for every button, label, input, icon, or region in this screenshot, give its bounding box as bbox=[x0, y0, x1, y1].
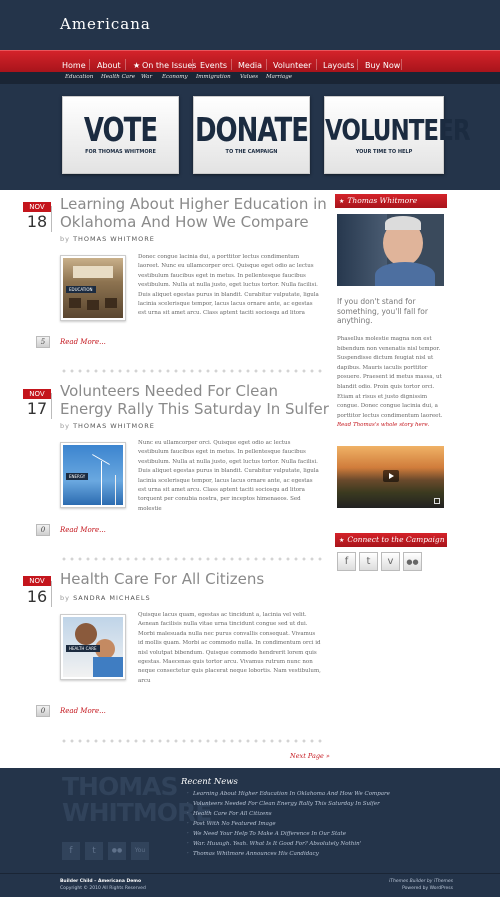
footer-powered-by[interactable]: Powered by WordPress bbox=[402, 886, 453, 891]
candidate-widget-heading bbox=[335, 194, 447, 208]
nav-buy-now[interactable]: Buy Now bbox=[365, 61, 401, 70]
play-button[interactable] bbox=[383, 470, 399, 482]
nav-separator bbox=[266, 59, 267, 70]
post-author[interactable]: THOMAS WHITMORE bbox=[73, 422, 155, 430]
campaign-video[interactable] bbox=[337, 446, 444, 508]
vote-button[interactable] bbox=[62, 96, 179, 174]
footer-flickr-icon[interactable]: ●● bbox=[108, 842, 126, 860]
subnav-health-care[interactable]: Health Care bbox=[101, 74, 135, 80]
read-story-link[interactable]: Read Thomas's whole story here. bbox=[337, 422, 430, 429]
post-byline bbox=[60, 594, 151, 602]
nav-home[interactable]: Home bbox=[62, 61, 86, 70]
donate-subheading: TO THE CAMPAIGN bbox=[225, 149, 278, 155]
post-divider bbox=[60, 369, 322, 373]
post-thumbnail[interactable] bbox=[60, 442, 126, 508]
read-more-link[interactable]: Read More... bbox=[60, 526, 106, 534]
thumbnail-label: ENERGY bbox=[66, 473, 88, 480]
candidate-bio bbox=[337, 335, 445, 431]
candidate-bio-text: Phasellus molestie magna non est bibendum non venenatis nisl tempor. Suspendisse dictum feugiat nisl ut dapibus. Mauris iaculis porttitor posuere. Praesent id metus massa, ut blandit odio. Proin quis tortor orci. Etiam at risus et justo dignissim congue. Donec congue lacinia dui, a porttitor lectus condimentum laoreet. bbox=[337, 336, 443, 419]
facebook-icon[interactable]: f bbox=[337, 552, 356, 571]
footer-watermark-line: THOMAS bbox=[62, 772, 178, 801]
connect-heading-text: Connect to the Campaign bbox=[347, 535, 445, 544]
nav-about[interactable]: About bbox=[97, 61, 121, 70]
post-date-month: NOV bbox=[23, 202, 51, 212]
next-page-link[interactable]: Next Page » bbox=[290, 752, 330, 760]
recent-news-item[interactable]: · Volunteers Needed For Clean Energy Rally This Saturday In Sulfer bbox=[193, 801, 380, 807]
site-logo[interactable]: Americana bbox=[60, 15, 151, 33]
date-divider bbox=[51, 206, 52, 232]
byline-by: by bbox=[60, 422, 70, 430]
vote-heading: VOTE bbox=[83, 112, 158, 150]
nav-separator bbox=[192, 59, 193, 70]
post-title[interactable]: Health Care For All Citizens bbox=[60, 570, 265, 588]
post-excerpt: Nunc eu ullamcorper orci. Quisque eget odio ac lectus vestibulum faucibus eget in metus. In pellentesque faucibus vestibulum. Nulla at nulla justo, eget luctus tortor. Nulla facilisi. Duis aliquet egestas purus in blandit. Curabitur vulputate, ligula lacinia scelerisque tempor, lacus lacus ornare ante, ac egestas est urna sit amet arcu. Class aptent taciti sociosqu ad litora torquent per conubia nostra, per inceptos himenaeos. Sed molestie bbox=[138, 440, 319, 512]
play-icon bbox=[389, 473, 394, 479]
recent-news-item[interactable]: · War. Huuugh. Yeah. What Is It Good For? Absolutely Nothin' bbox=[193, 841, 361, 847]
nav-on-the-issues[interactable]: On the Issues bbox=[142, 61, 197, 70]
candidate-quote: If you don't stand for something, you'll fall for anything. bbox=[337, 297, 428, 325]
read-more-link[interactable]: Read More... bbox=[60, 707, 106, 715]
post-author[interactable]: SANDRA MICHAELS bbox=[73, 594, 151, 602]
footer-divider bbox=[0, 873, 500, 874]
subnav-war[interactable]: War bbox=[141, 74, 153, 80]
post-excerpt: Quisque lacus quam, egestas ac tincidunt a, lacinia vel velit. Aenean facilisis nulla vitae urna tincidunt congue sed ut dui. Morbi malesuada nulla nec purus convallis consequat. Vivamus id mollis quam. Morbi ac commodo nulla. In condimentum orci id nisl volutpat bibendum. Quisque commodo hendrerit lorem quis egestas. Maecenas quis tortor arcu. Vivamus rutrum nunc non neque consectetur quis placerat neque lobortis. Nam vestibulum, arcu bbox=[138, 612, 321, 684]
issues-subnav bbox=[0, 72, 500, 84]
post-date-day: 18 bbox=[26, 212, 48, 231]
energy-image bbox=[63, 445, 123, 505]
post-byline bbox=[60, 235, 155, 243]
main-nav bbox=[0, 50, 500, 72]
vote-subheading: FOR THOMAS WHITMORE bbox=[85, 149, 156, 155]
star-icon: ★ bbox=[339, 537, 345, 544]
nav-separator bbox=[401, 59, 402, 70]
volunteer-subheading: YOUR TIME TO HELP bbox=[355, 149, 413, 155]
subnav-values[interactable]: Values bbox=[240, 74, 259, 80]
post-date-month: NOV bbox=[23, 389, 51, 399]
recent-news-item[interactable]: · We Need Your Help To Make A Difference In Our State bbox=[193, 831, 346, 837]
star-icon: ★ bbox=[339, 198, 345, 205]
byline-by: by bbox=[60, 594, 70, 602]
recent-news-item[interactable]: · Post With No Featured Image bbox=[193, 821, 276, 827]
post-date-month: NOV bbox=[23, 576, 51, 586]
star-icon: ★ bbox=[133, 61, 141, 70]
nav-separator bbox=[357, 59, 358, 70]
footer-facebook-icon[interactable]: f bbox=[62, 842, 80, 860]
post-date-day: 17 bbox=[26, 399, 48, 418]
education-image bbox=[63, 258, 123, 318]
comment-count[interactable]: 0 bbox=[36, 524, 50, 536]
subnav-immigration[interactable]: Immigration bbox=[196, 74, 231, 80]
post-excerpt: Donec congue lacinia dui, a porttitor lectus condimentum laoreet. Nunc eu ullamcorper orci. Quisque eget odio ac lectus vestibulum faucibus eget in metus. In pellentesque faucibus vestibulum. Nulla at nulla justo, eget luctus tortor. Nulla facilisi. Duis aliquet egestas purus in blandit. Curabitur vulputate, ligula lacinia scelerisque tempor, lacus lacus ornare ante, ac egestas est urna sit amet arcu. Class aptent taciti sociosqu ad litora bbox=[138, 254, 319, 317]
date-divider bbox=[51, 581, 52, 607]
nav-volunteer[interactable]: Volunteer bbox=[273, 61, 312, 70]
nav-layouts[interactable]: Layouts bbox=[323, 61, 355, 70]
nav-separator bbox=[125, 59, 126, 70]
byline-by: by bbox=[60, 235, 70, 243]
nav-media[interactable]: Media bbox=[238, 61, 263, 70]
footer-builder-credit[interactable]: iThemes Builder by iThemes bbox=[389, 879, 453, 884]
nav-separator bbox=[316, 59, 317, 70]
nav-separator bbox=[89, 59, 90, 70]
recent-news-item[interactable]: · Health Care For All Citizens bbox=[193, 811, 272, 817]
footer-copyright: Copyright © 2010 All Rights Reserved bbox=[60, 886, 146, 891]
comment-count[interactable]: 0 bbox=[36, 705, 50, 717]
post-byline bbox=[60, 422, 155, 430]
health-care-image bbox=[63, 617, 123, 677]
read-more-link[interactable]: Read More... bbox=[60, 338, 106, 346]
volunteer-heading: VOLUNTEER bbox=[325, 114, 470, 148]
recent-news-item[interactable]: · Learning About Higher Education In Oklahoma And How We Compare bbox=[193, 791, 390, 797]
recent-news-heading: Recent News bbox=[181, 777, 238, 787]
volunteer-button[interactable] bbox=[324, 96, 470, 174]
recent-news-item[interactable]: · Thomas Whitmore Announces His Candidacy bbox=[193, 851, 319, 857]
subnav-education[interactable]: Education bbox=[65, 74, 94, 80]
footer-watermark-line: WHITMORE bbox=[62, 798, 212, 827]
post-author[interactable]: THOMAS WHITMORE bbox=[73, 235, 155, 243]
footer-youtube-icon[interactable]: You bbox=[131, 842, 149, 860]
vimeo-icon[interactable]: v bbox=[381, 552, 400, 571]
thumbnail-label: EDUCATION bbox=[66, 286, 96, 293]
nav-events[interactable]: Events bbox=[200, 61, 228, 70]
post-thumbnail[interactable] bbox=[60, 614, 126, 680]
footer-site-name: Builder Child – Americana Demo bbox=[60, 879, 142, 884]
nav-separator bbox=[231, 59, 232, 70]
post-thumbnail[interactable] bbox=[60, 255, 126, 321]
post-divider bbox=[60, 739, 322, 743]
post-date-day: 16 bbox=[26, 587, 48, 606]
post-divider bbox=[60, 557, 322, 561]
fullscreen-icon[interactable] bbox=[434, 498, 440, 504]
post-title[interactable]: Volunteers Needed For Clean Energy Rally This Saturday In Sulfer bbox=[60, 382, 329, 418]
donate-heading: DONATE bbox=[194, 112, 309, 150]
comment-count[interactable]: 5 bbox=[36, 336, 50, 348]
twitter-icon[interactable]: t bbox=[359, 552, 378, 571]
subnav-economy[interactable]: Economy bbox=[162, 74, 188, 80]
flickr-icon[interactable]: ●● bbox=[403, 552, 422, 571]
date-divider bbox=[51, 393, 52, 419]
subnav-marriage[interactable]: Marriage bbox=[266, 74, 292, 80]
candidate-photo bbox=[337, 214, 444, 286]
connect-widget-heading bbox=[335, 533, 447, 547]
candidate-heading-text: Thomas Whitmore bbox=[347, 196, 418, 205]
thumbnail-label: HEALTH CARE bbox=[66, 645, 100, 652]
donate-button[interactable] bbox=[193, 96, 310, 174]
footer-twitter-icon[interactable]: t bbox=[85, 842, 103, 860]
post-title[interactable]: Learning About Higher Education in Oklahoma And How We Compare bbox=[60, 195, 327, 231]
